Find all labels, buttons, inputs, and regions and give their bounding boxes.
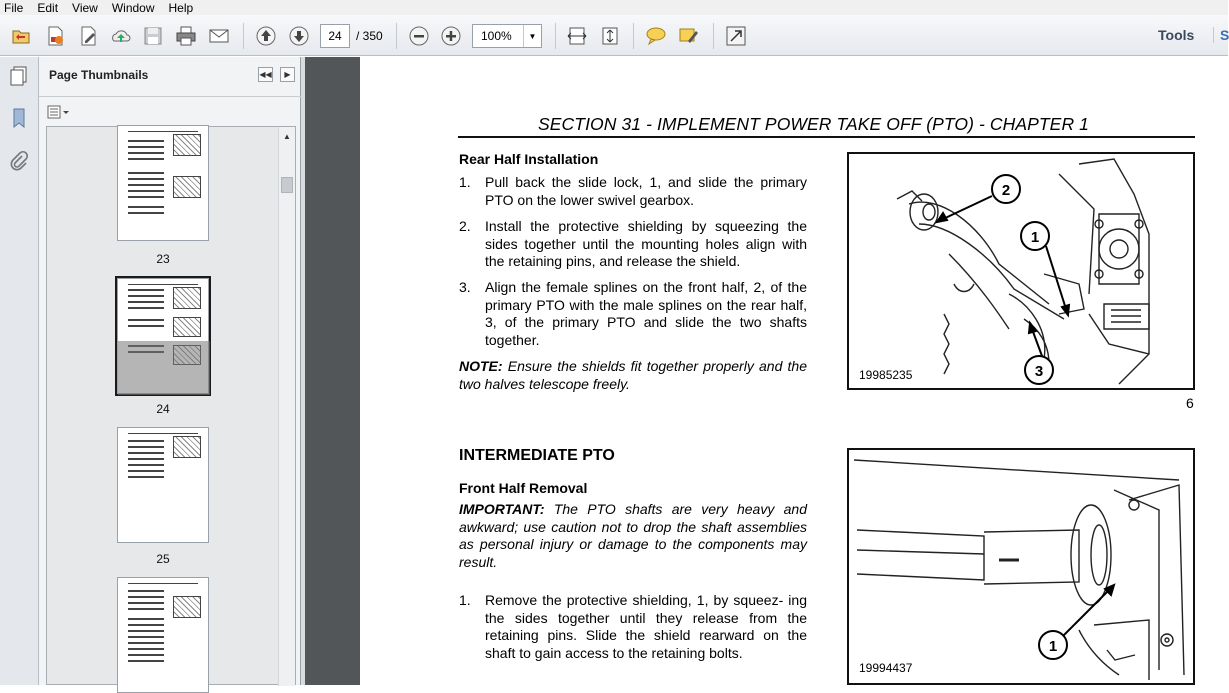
zoom-value: 100%	[481, 29, 512, 43]
zoom-select[interactable]	[472, 24, 542, 48]
rear-step-2	[459, 218, 807, 272]
panel-header	[39, 57, 301, 97]
visible-area-overlay[interactable]	[118, 341, 210, 395]
save-icon[interactable]	[140, 23, 166, 49]
thumbnail-panel	[39, 57, 301, 685]
step-number: 1.	[459, 174, 471, 190]
document-view	[305, 57, 1228, 685]
intermediate-pto-heading: INTERMEDIATE PTO	[459, 447, 615, 464]
figure-id: 19994437	[859, 661, 913, 675]
important-label: IMPORTANT:	[459, 501, 545, 517]
menu-help[interactable]: Help	[168, 0, 194, 15]
thumbnail-page[interactable]	[117, 125, 209, 241]
scrollbar-thumb[interactable]	[281, 177, 293, 193]
front-step-1	[459, 592, 807, 664]
collapse-panel-icon[interactable]: ◀◀	[258, 67, 273, 82]
zoom-dropdown-icon[interactable]: ▼	[523, 25, 541, 47]
step-text: Remove the protective shielding, 1, by squeez- ing the sides together until they release from the retaining pins. Slide the shield rearward on the shaft to gain access to the retaining bolts.	[485, 592, 807, 661]
figure-intermediate-pto	[847, 448, 1195, 685]
figure-pto-rear-installation	[847, 152, 1195, 390]
note-text: Ensure the shields fit together properly and the two halves telescope freely.	[459, 358, 807, 392]
callout-3: 3	[1034, 363, 1044, 380]
thumbnail-label: 23	[156, 252, 170, 266]
step-text: Install the protective shielding by squeezing the sides together until the mounting holes align with the retaining pins, and release the shield.	[485, 218, 807, 269]
upload-icon[interactable]	[108, 23, 134, 49]
print-icon[interactable]	[173, 23, 199, 49]
attachments-icon[interactable]	[7, 149, 31, 175]
section-title: SECTION 31 - IMPLEMENT POWER TAKE OFF (PTO) - CHAPTER 1	[538, 114, 1089, 134]
front-half-heading: Front Half Removal	[459, 480, 588, 496]
step-number: 1.	[459, 592, 471, 608]
thumbnail-options-button[interactable]	[47, 104, 71, 120]
rear-half-heading: Rear Half Installation	[459, 151, 599, 167]
page-total: / 350	[356, 29, 383, 43]
create-pdf-icon[interactable]	[42, 23, 68, 49]
page-thumbnails-icon[interactable]	[7, 63, 31, 89]
thumbnail-page[interactable]	[117, 577, 209, 693]
menu-file[interactable]: File	[4, 0, 24, 15]
note-label: NOTE:	[459, 358, 503, 374]
thumbnail-list	[46, 126, 296, 685]
rear-step-3	[459, 279, 807, 351]
email-icon[interactable]	[206, 23, 232, 49]
zoom-in-icon[interactable]	[438, 23, 464, 49]
thumbnail-page[interactable]	[117, 427, 209, 543]
menu-bar	[0, 0, 1228, 15]
bookmarks-icon[interactable]	[7, 105, 31, 131]
expand-panel-icon[interactable]: ▶	[280, 67, 295, 82]
thumbnail-scrollbar[interactable]	[278, 127, 295, 686]
menu-view[interactable]: View	[72, 0, 98, 15]
thumbnail-page-selected[interactable]	[117, 278, 209, 394]
document-page	[360, 57, 1228, 685]
callout-2: 2	[1001, 182, 1011, 199]
rear-note	[459, 358, 807, 393]
step-text: Pull back the slide lock, 1, and slide the primary PTO on the lower swivel gearbox.	[485, 174, 807, 208]
sign-button[interactable]: S	[1213, 27, 1229, 43]
figure-number: 6	[1186, 395, 1194, 411]
scroll-up-icon[interactable]: ▲	[283, 131, 291, 141]
rear-step-1	[459, 174, 807, 210]
important-note	[459, 501, 807, 571]
fit-width-icon[interactable]	[564, 23, 590, 49]
page-number-input[interactable]: 24	[320, 24, 350, 48]
toolbar	[0, 15, 1228, 56]
tools-button[interactable]: Tools	[1158, 27, 1195, 43]
highlight-icon[interactable]	[676, 23, 702, 49]
fullscreen-icon[interactable]	[723, 23, 749, 49]
open-icon[interactable]	[8, 23, 34, 49]
panel-title: Page Thumbnails	[49, 68, 149, 82]
thumbnail-label: 25	[156, 552, 170, 566]
menu-edit[interactable]: Edit	[37, 0, 59, 15]
important-text: The PTO shafts are very heavy and awkward; use caution not to drop the shaft assemblies as personal injury or damage to the components may result.	[459, 501, 807, 570]
next-page-icon[interactable]	[286, 23, 312, 49]
comment-icon[interactable]	[643, 23, 669, 49]
zoom-out-icon[interactable]	[406, 23, 432, 49]
step-text: Align the female splines on the front half, 2, of the primary PTO with the male splines on the rear half, 3, of the primary PTO and slide the two shafts together.	[485, 279, 807, 348]
prev-page-icon[interactable]	[253, 23, 279, 49]
step-number: 2.	[459, 218, 471, 234]
fit-page-icon[interactable]	[597, 23, 623, 49]
callout-1: 1	[1048, 638, 1058, 655]
navigation-rail	[0, 57, 39, 685]
edit-icon[interactable]	[75, 23, 101, 49]
step-number: 3.	[459, 279, 471, 295]
callout-1: 1	[1030, 229, 1040, 246]
figure-id: 19985235	[859, 368, 913, 382]
thumbnail-label: 24	[156, 402, 170, 416]
section-rule	[458, 136, 1195, 138]
menu-window[interactable]: Window	[111, 0, 155, 15]
